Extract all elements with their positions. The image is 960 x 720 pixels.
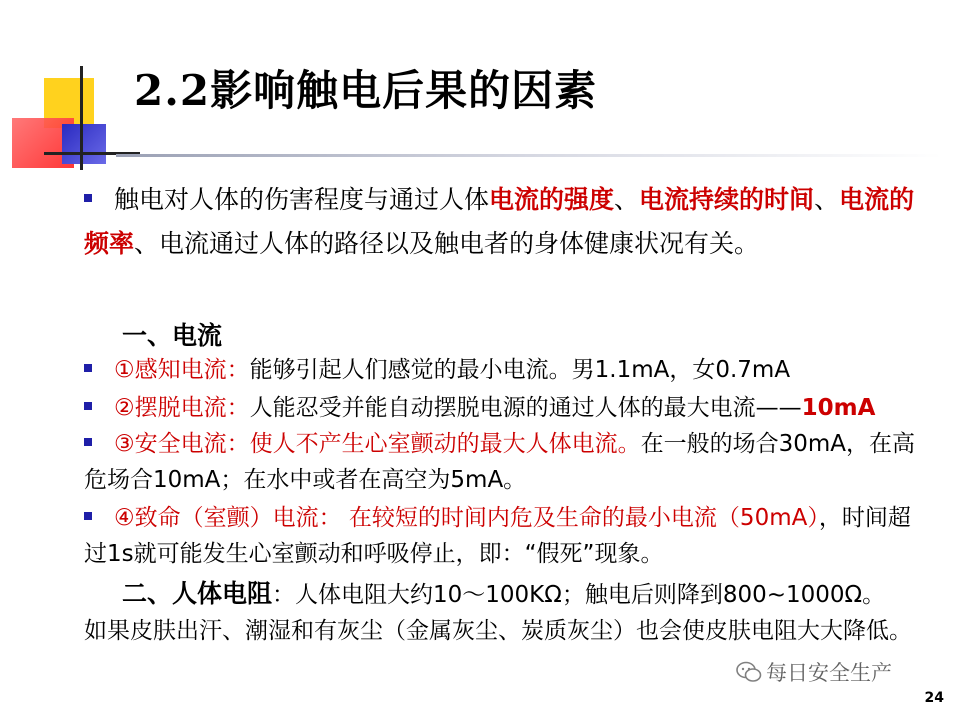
wechat-icon — [736, 661, 762, 688]
item-label: ④致命（室颤）电流： 在较短的时间内危及生命的最小电流（50mA） — [114, 505, 819, 531]
resistance-text-2: 如果皮肤出汗、潮湿和有灰尘（金属灰尘、炭质灰尘）也会使皮肤电阻大大降低。 — [84, 618, 912, 644]
list-item — [84, 426, 926, 498]
list-item — [84, 352, 926, 388]
intro-paragraph — [84, 178, 926, 266]
resistance-text-1: ：人体电阻大约10～100KΩ；触电后则降到800~1000Ω。 — [272, 582, 886, 608]
section-heading-resistance: 二、人体电阻 — [122, 579, 273, 608]
intro-text-1: 触电对人体的伤害程度与通过人体 — [114, 185, 490, 214]
item-value: 10mA — [801, 395, 876, 421]
page-number: 24 — [924, 690, 944, 706]
title-divider — [116, 154, 942, 157]
intro-highlight-2: 电流持续的时间 — [639, 185, 815, 214]
watermark — [736, 657, 892, 688]
intro-text-2: 、 — [614, 185, 640, 214]
intro-text-4: 、电流通过人体的路径以及触电者的身体健康状况有关。 — [134, 229, 760, 258]
bullet-square-icon — [84, 512, 92, 520]
intro-text-3: 、 — [814, 185, 840, 214]
watermark-text: 每日安全生产 — [766, 661, 892, 685]
list-item — [84, 390, 926, 426]
item-label: ①感知电流： — [114, 357, 250, 383]
page-title: 2.2影响触电后果的因素 — [134, 66, 598, 115]
deco-blue-square — [62, 124, 106, 164]
section-heading-current: 一、电流 — [122, 321, 223, 350]
item-text: ，时间超过1s就可能发生心室颤动和呼吸停止，即：“假死”现象。 — [84, 505, 911, 567]
bullet-square-icon — [84, 364, 92, 372]
item-text: 在一般的场合30mA，在高危场合10mA；在水中或者在高空为5mA。 — [84, 431, 916, 493]
item-label: ③安全电流：使人不产生心室颤动的最大人体电流。 — [114, 431, 641, 457]
bullet-square-icon — [84, 438, 92, 446]
intro-highlight-1: 电流的强度 — [489, 185, 615, 214]
item-text: 人能忍受并能自动摆脱电源的通过人体的最大电流—— — [249, 395, 802, 421]
item-text: 能够引起人们感觉的最小电流。男1.1mA，女0.7mA — [249, 357, 791, 383]
bullet-square-icon — [84, 194, 92, 202]
item-label: ②摆脱电流： — [114, 395, 250, 421]
list-item — [84, 500, 926, 572]
intro-highlight-3: 电流的频率 — [84, 185, 915, 258]
bullet-square-icon — [84, 402, 92, 410]
body-resistance-paragraph — [84, 576, 926, 649]
